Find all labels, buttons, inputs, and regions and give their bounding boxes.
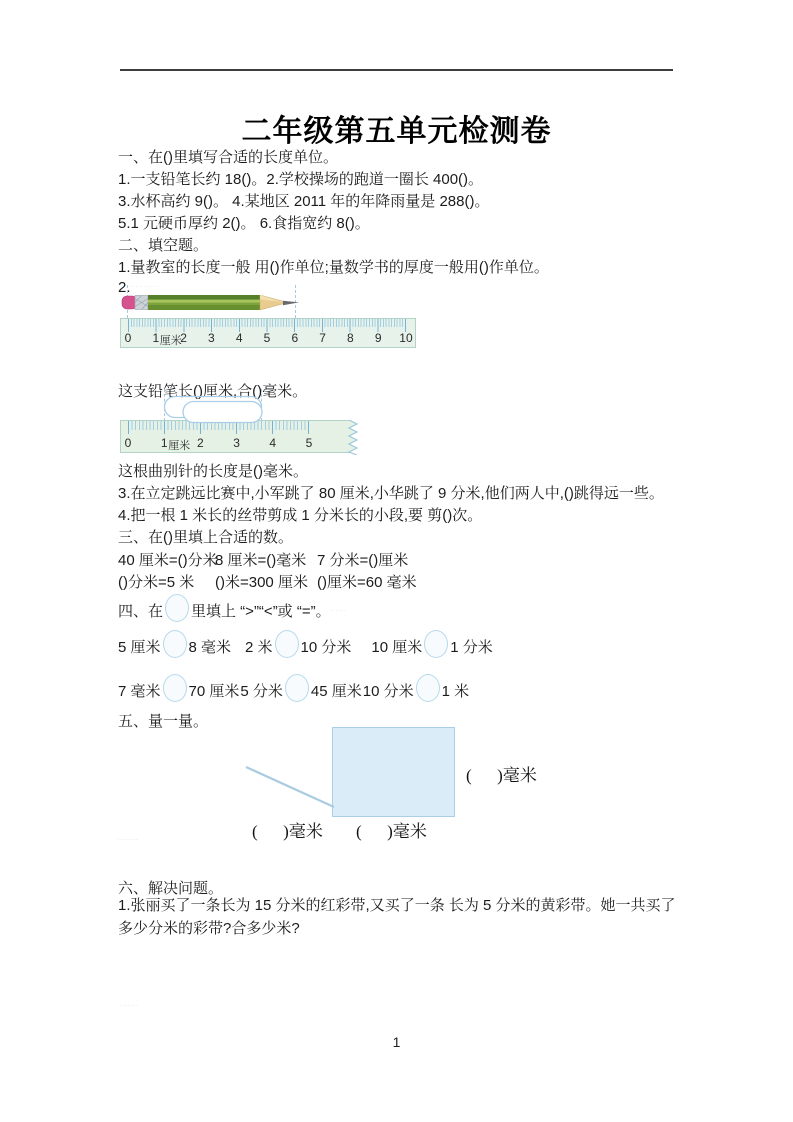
answer-circle xyxy=(163,674,187,702)
paperclip-question: 这根曲别针的长度是()毫米。 xyxy=(118,463,308,480)
section1-heading: 一、在()里填写合适的长度单位。 xyxy=(118,149,338,166)
left-value: 7 毫米 xyxy=(118,683,161,700)
page-title: 二年级第五单元检测卷 xyxy=(241,115,552,148)
right-value: 10 分米 xyxy=(300,639,352,656)
mm-label-right: ( )毫米 xyxy=(466,766,537,785)
torn-edge-zigzag xyxy=(344,420,361,455)
heading-prefix: 四、在 xyxy=(118,603,164,620)
mm-label-bottom-2: ( )毫米 xyxy=(356,822,427,841)
left-value: 5 厘米 xyxy=(118,639,161,656)
conversion-row-1 xyxy=(118,549,408,570)
answer-circle xyxy=(275,630,299,658)
section2-item4: 4.把一根 1 米长的丝带剪成 1 分米长的小段,要 剪()次。 xyxy=(118,507,483,524)
header-rule xyxy=(120,69,673,71)
pencil-ruler-figure xyxy=(118,284,428,350)
pencil-illustration xyxy=(118,284,302,318)
answer-circle xyxy=(285,674,309,702)
conversion-equation: ()米=300 厘米 xyxy=(215,574,308,591)
section3-heading: 三、在()里填上合适的数。 xyxy=(118,529,293,546)
conversion-equation: 40 厘米=()分米 xyxy=(118,552,218,569)
section2-item3: 3.在立定跳远比赛中,小军跳了 80 厘米,小华跳了 9 分米,他们两人中,()跳得远一些。 xyxy=(118,485,664,502)
right-value: 1 米 xyxy=(441,683,470,700)
right-value: 1 分米 xyxy=(450,639,493,656)
rectangle-to-measure xyxy=(332,727,455,817)
answer-circle xyxy=(424,630,448,658)
word-problem-1: 1.张丽买了一条长为 15 分米的红彩带,又买了一条 长为 5 分米的黄彩带。她一共买了多少分米的彩带?合多少米? xyxy=(118,897,676,937)
left-value: 10 厘米 xyxy=(371,639,423,656)
comparison-pair xyxy=(371,639,492,656)
section2-heading: 二、填空题。 xyxy=(118,237,209,254)
fine-print: ∙∙∙∙∙∙∙∙∙∙∙ xyxy=(130,284,160,289)
answer-circle xyxy=(165,594,189,622)
item2-number: 2. xyxy=(118,279,131,296)
right-value: 8 毫米 xyxy=(188,639,232,656)
segment-to-measure xyxy=(244,765,338,813)
paperclip-ruler-figure xyxy=(118,389,388,455)
conversion-equation: ()分米=5 米 xyxy=(118,574,195,591)
ruler-numbers: 0 1 厘米 2 3 4 5 6 7 8 9 10 xyxy=(124,331,413,347)
section6-heading: 六、解决问题。 xyxy=(118,880,224,897)
comparison-pair xyxy=(363,683,469,700)
comparison-row-2 xyxy=(118,674,470,702)
paperclip-illustration xyxy=(158,391,270,429)
comparison-row-1 xyxy=(118,630,493,658)
left-value: 10 分米 xyxy=(362,683,414,700)
conversion-equation: ()厘米=60 毫米 xyxy=(317,574,417,591)
measure-figure xyxy=(118,725,718,843)
section1-item1-2: 1.一支铅笔长约 18()。2.学校操场的跑道一圈长 400()。 xyxy=(118,171,484,188)
fine-print: ∙∙∙∙∙∙∙∙ xyxy=(118,837,139,842)
conversion-equation: 7 分米=()厘米 xyxy=(317,552,409,569)
heading-suffix: 里填上 “>”“<”或 “=”。 xyxy=(191,603,331,620)
page-number: 1 xyxy=(392,1034,401,1050)
comparison-pair xyxy=(118,683,239,700)
pencil-question: 这支铅笔长()厘米,合()毫米。 xyxy=(118,383,308,400)
comparison-pair xyxy=(240,683,361,700)
fine-print: ∙∙∙∙∙∙ xyxy=(330,608,347,613)
right-value: 70 厘米 xyxy=(188,683,240,700)
answer-circle xyxy=(163,630,187,658)
mm-label-bottom-1: ( )毫米 xyxy=(252,822,323,841)
ruler-10cm xyxy=(120,318,416,348)
conversion-row-2 xyxy=(118,571,417,592)
answer-circle xyxy=(416,674,440,702)
section5-heading: 五、量一量。 xyxy=(118,713,209,730)
comparison-pair xyxy=(245,639,351,656)
section2-item1: 1.量教室的长度一般 用()作单位;量数学书的厚度一般用()作单位。 xyxy=(118,259,549,276)
left-value: 2 米 xyxy=(245,639,273,656)
left-value: 5 分米 xyxy=(240,683,283,700)
section4-heading xyxy=(118,594,346,622)
section1-item3-4: 3.水杯高约 9()。 4.某地区 2011 年的年降雨量是 288()。 xyxy=(118,193,490,210)
comparison-pair xyxy=(118,639,231,656)
fine-print-footer: ∙∙∙∙∙∙∙ xyxy=(120,1003,139,1008)
conversion-equation: 8 厘米=()毫米 xyxy=(215,552,307,569)
section1-item5-6: 5.1 元硬币厚约 2()。 6.食指宽约 8()。 xyxy=(118,215,370,232)
right-value: 45 厘米 xyxy=(310,683,362,700)
ruler-numbers: 0 1 厘米 2 3 4 5 xyxy=(124,436,313,452)
